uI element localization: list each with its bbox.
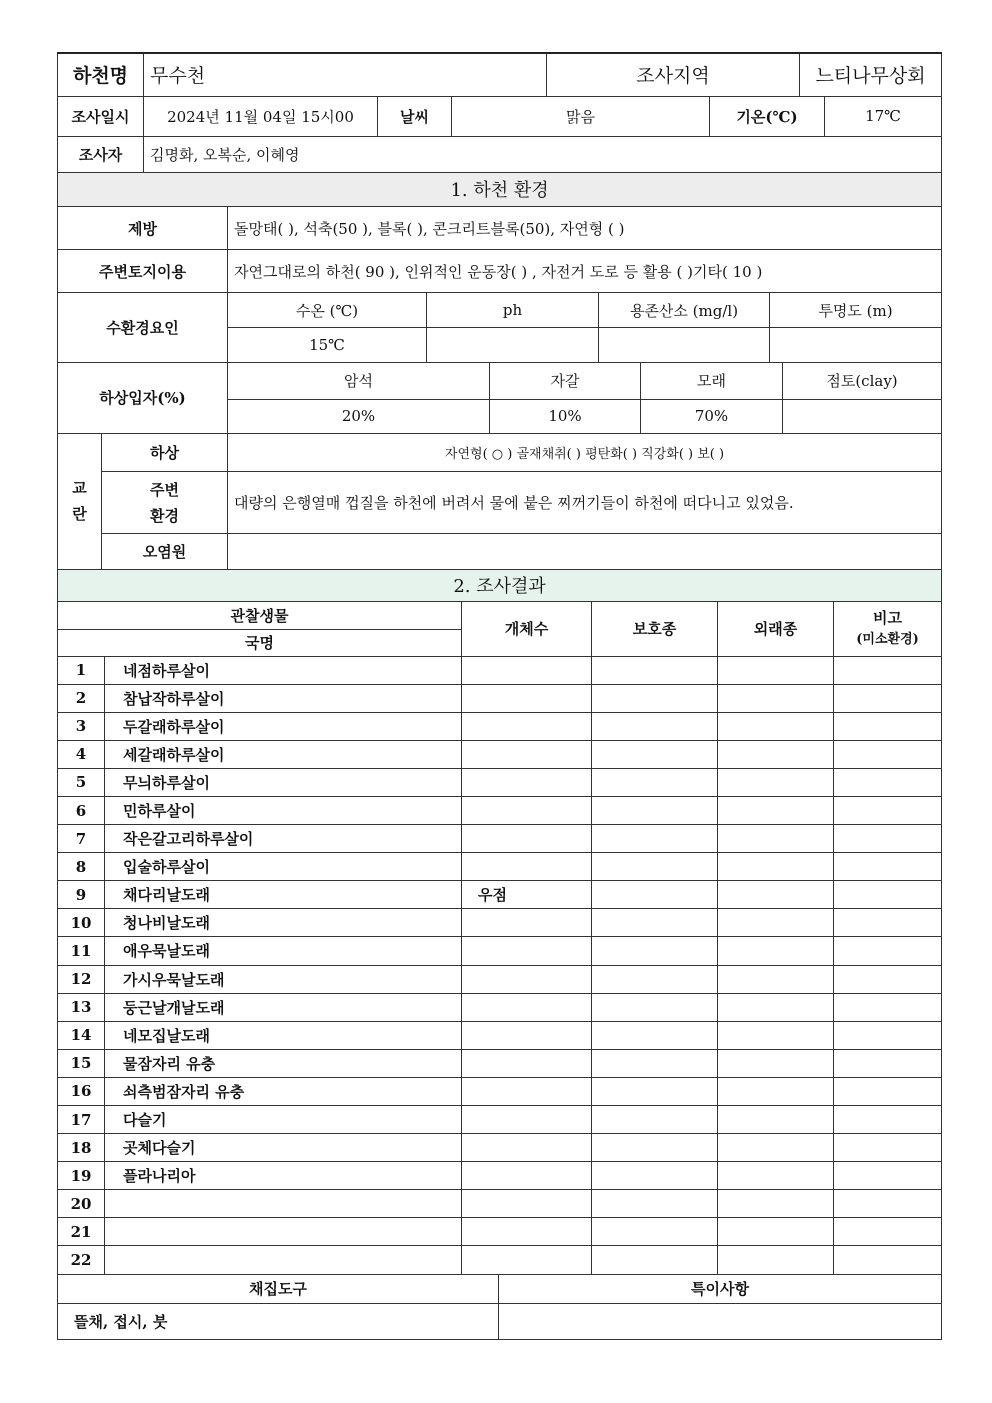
species-invasive <box>718 1021 834 1049</box>
disturbance-label: 교란 <box>58 434 102 570</box>
species-note <box>834 1049 942 1077</box>
row-number: 18 <box>58 1134 105 1162</box>
species-name <box>105 1190 462 1218</box>
row-number: 22 <box>58 1246 105 1274</box>
substrate-header-gravel: 자갈 <box>490 363 641 399</box>
species-protected <box>592 1077 718 1105</box>
table-row <box>58 740 942 768</box>
row-number: 14 <box>58 1021 105 1049</box>
species-count <box>462 1077 592 1105</box>
table-row <box>58 712 942 740</box>
tools-value: 뜰채, 접시, 붓 <box>58 1304 499 1340</box>
species-protected <box>592 1134 718 1162</box>
section2-table <box>57 570 942 1275</box>
species-count <box>462 937 592 965</box>
water-header-ph: ph <box>427 293 599 328</box>
surround-label <box>102 472 228 534</box>
species-name: 네점하루살이 <box>105 656 462 684</box>
species-invasive <box>718 881 834 909</box>
species-count <box>462 1190 592 1218</box>
substrate-header-rock: 암석 <box>228 363 490 399</box>
table-row <box>58 1077 942 1105</box>
species-count <box>462 740 592 768</box>
species-invasive <box>718 1134 834 1162</box>
species-note <box>834 768 942 796</box>
species-protected <box>592 684 718 712</box>
species-name: 물잠자리 유충 <box>105 1049 462 1077</box>
tools-label: 채집도구 <box>58 1275 499 1304</box>
species-note <box>834 965 942 993</box>
bed-label: 하상 <box>102 434 228 472</box>
species-count <box>462 1218 592 1246</box>
river-value: 무수천 <box>144 53 547 96</box>
species-name: 무늬하루살이 <box>105 768 462 796</box>
temp-value: 17℃ <box>825 97 942 137</box>
species-invasive <box>718 825 834 853</box>
species-name: 세갈래하루살이 <box>105 740 462 768</box>
water-header-do: 용존산소 (mg/l) <box>599 293 770 328</box>
species-count <box>462 796 592 824</box>
table-row <box>58 825 942 853</box>
table-row <box>58 768 942 796</box>
species-protected <box>592 1190 718 1218</box>
species-name: 참납작하루살이 <box>105 684 462 712</box>
section2-title: 2. 조사결과 <box>58 570 942 601</box>
row-number: 9 <box>58 881 105 909</box>
species-name <box>105 1218 462 1246</box>
pollution-label: 오염원 <box>102 534 228 570</box>
species-invasive <box>718 1162 834 1190</box>
substrate-value-sand: 70% <box>641 399 783 433</box>
species-note <box>834 1106 942 1134</box>
temp-label: 기온(℃) <box>710 97 825 137</box>
row-number: 13 <box>58 993 105 1021</box>
species-invasive <box>718 768 834 796</box>
species-invasive <box>718 1246 834 1274</box>
species-count <box>462 1106 592 1134</box>
species-note <box>834 1246 942 1274</box>
row-number: 5 <box>58 768 105 796</box>
species-protected <box>592 740 718 768</box>
species-protected <box>592 656 718 684</box>
substrate-table <box>57 363 942 434</box>
substrate-label: 하상입자(%) <box>58 363 228 433</box>
species-count <box>462 1162 592 1190</box>
species-count <box>462 656 592 684</box>
table-row <box>58 909 942 937</box>
table-row <box>58 684 942 712</box>
table-row <box>58 1106 942 1134</box>
species-name: 채다리날도래 <box>105 881 462 909</box>
footer-table <box>57 1275 942 1341</box>
species-protected <box>592 909 718 937</box>
levee-label: 제방 <box>58 207 228 250</box>
table-row <box>58 853 942 881</box>
col-protected: 보호종 <box>592 601 718 656</box>
weather-label: 날씨 <box>378 97 452 137</box>
species-count <box>462 909 592 937</box>
species-name: 곳체다슬기 <box>105 1134 462 1162</box>
species-invasive <box>718 993 834 1021</box>
species-note <box>834 993 942 1021</box>
species-name: 플라나리아 <box>105 1162 462 1190</box>
area-value: 느티나무상회 <box>800 53 942 96</box>
species-note <box>834 712 942 740</box>
species-invasive <box>718 965 834 993</box>
species-name <box>105 1246 462 1274</box>
row-number: 21 <box>58 1218 105 1246</box>
species-invasive <box>718 656 834 684</box>
row-number: 1 <box>58 656 105 684</box>
col-count: 개체수 <box>462 601 592 656</box>
species-note <box>834 1021 942 1049</box>
species-count <box>462 965 592 993</box>
species-name: 쇠측범잠자리 유충 <box>105 1077 462 1105</box>
species-protected <box>592 1218 718 1246</box>
table-row <box>58 965 942 993</box>
species-note <box>834 656 942 684</box>
substrate-value-clay <box>783 399 942 433</box>
species-protected <box>592 1162 718 1190</box>
species-protected <box>592 1021 718 1049</box>
species-note <box>834 937 942 965</box>
water-header-temp: 수온 (℃) <box>228 293 427 328</box>
water-value-do <box>599 328 770 363</box>
species-protected <box>592 768 718 796</box>
species-name: 두갈래하루살이 <box>105 712 462 740</box>
species-invasive <box>718 1106 834 1134</box>
col-note-sub: (미소환경) <box>856 631 919 647</box>
water-header-clarity: 투명도 (m) <box>770 293 942 328</box>
species-count <box>462 1021 592 1049</box>
species-count <box>462 712 592 740</box>
species-protected <box>592 1106 718 1134</box>
river-label: 하천명 <box>58 53 144 96</box>
species-count <box>462 1246 592 1274</box>
surround-value: 대량의 은행열매 껍질을 하천에 버려서 물에 붙은 찌꺼기들이 하천에 떠다니고 있었음. <box>228 472 942 534</box>
species-note <box>834 853 942 881</box>
species-note <box>834 1218 942 1246</box>
table-row <box>58 993 942 1021</box>
section1-title: 1. 하천 환경 <box>58 173 942 207</box>
species-name: 다슬기 <box>105 1106 462 1134</box>
species-name: 애우묵날도래 <box>105 937 462 965</box>
species-invasive <box>718 796 834 824</box>
species-note <box>834 740 942 768</box>
species-note <box>834 684 942 712</box>
species-count <box>462 1134 592 1162</box>
table-row <box>58 1246 942 1274</box>
row-number: 12 <box>58 965 105 993</box>
species-invasive <box>718 1049 834 1077</box>
species-name: 민하루살이 <box>105 796 462 824</box>
species-name: 입술하루살이 <box>105 853 462 881</box>
surveyor-value: 김명화, 오복순, 이혜영 <box>144 137 942 172</box>
substrate-value-rock: 20% <box>228 399 490 433</box>
species-count <box>462 993 592 1021</box>
species-protected <box>592 937 718 965</box>
water-value-ph <box>427 328 599 363</box>
col-invasive: 외래종 <box>718 601 834 656</box>
row-number: 2 <box>58 684 105 712</box>
species-invasive <box>718 1077 834 1105</box>
row-number: 11 <box>58 937 105 965</box>
table-row <box>58 1218 942 1246</box>
species-note <box>834 1077 942 1105</box>
row-number: 4 <box>58 740 105 768</box>
landuse-value: 자연그대로의 하천( 90 ), 인위적인 운동장( ) , 자전거 도로 등 활용 ( )기타( 10 ) <box>228 250 942 293</box>
species-protected <box>592 965 718 993</box>
species-invasive <box>718 937 834 965</box>
species-invasive <box>718 1218 834 1246</box>
table-row <box>58 1190 942 1218</box>
header-table-3 <box>57 137 942 173</box>
species-count <box>462 853 592 881</box>
date-label: 조사일시 <box>58 97 144 137</box>
species-note <box>834 1162 942 1190</box>
row-number: 6 <box>58 796 105 824</box>
header-table <box>57 52 942 97</box>
species-name: 네모집날도래 <box>105 1021 462 1049</box>
col-note <box>834 601 942 656</box>
row-number: 10 <box>58 909 105 937</box>
species-invasive <box>718 1190 834 1218</box>
species-protected <box>592 853 718 881</box>
date-value: 2024년 11월 04일 15시00 <box>144 97 378 137</box>
species-protected <box>592 1049 718 1077</box>
table-row <box>58 1162 942 1190</box>
surround-label-line1: 주변 <box>150 480 179 499</box>
row-number: 15 <box>58 1049 105 1077</box>
table-row <box>58 1049 942 1077</box>
species-note <box>834 1134 942 1162</box>
species-name: 둥근날개날도래 <box>105 993 462 1021</box>
row-number: 7 <box>58 825 105 853</box>
species-note <box>834 796 942 824</box>
table-row <box>58 881 942 909</box>
table-row <box>58 656 942 684</box>
row-number: 17 <box>58 1106 105 1134</box>
species-name: 작은갈고리하루살이 <box>105 825 462 853</box>
col-korean: 국명 <box>58 629 462 656</box>
surround-label-line2: 환경 <box>150 506 179 525</box>
water-value-temp: 15℃ <box>228 328 427 363</box>
table-row <box>58 937 942 965</box>
water-value-clarity <box>770 328 942 363</box>
col-observed: 관찰생물 <box>58 601 462 629</box>
species-protected <box>592 993 718 1021</box>
species-invasive <box>718 909 834 937</box>
substrate-header-sand: 모래 <box>641 363 783 399</box>
species-list <box>58 656 942 1274</box>
surveyor-label: 조사자 <box>58 137 144 172</box>
species-name: 가시우묵날도래 <box>105 965 462 993</box>
species-note <box>834 909 942 937</box>
remarks-label: 특이사항 <box>499 1275 942 1304</box>
table-row <box>58 1021 942 1049</box>
row-number: 16 <box>58 1077 105 1105</box>
species-note <box>834 1190 942 1218</box>
levee-value: 돌망태( ), 석축(50 ), 블록( ), 콘크리트블록(50), 자연형 ( ) <box>228 207 942 250</box>
species-protected <box>592 1246 718 1274</box>
remarks-value <box>499 1304 942 1340</box>
species-invasive <box>718 740 834 768</box>
col-note-title: 비고 <box>873 608 903 627</box>
species-count <box>462 684 592 712</box>
species-protected <box>592 712 718 740</box>
section1-table <box>57 173 942 364</box>
row-number: 8 <box>58 853 105 881</box>
bed-value: 자연형( ○ ) 골재채취( ) 평탄화( ) 직강화( ) 보( ) <box>228 434 942 472</box>
species-invasive <box>718 712 834 740</box>
row-number: 19 <box>58 1162 105 1190</box>
species-count: 우점 <box>462 881 592 909</box>
table-row <box>58 796 942 824</box>
water-label: 수환경요인 <box>58 293 228 363</box>
landuse-label: 주변토지이용 <box>58 250 228 293</box>
row-number: 3 <box>58 712 105 740</box>
species-count <box>462 825 592 853</box>
row-number: 20 <box>58 1190 105 1218</box>
species-note <box>834 881 942 909</box>
survey-form <box>57 52 941 1340</box>
species-count <box>462 1049 592 1077</box>
weather-value: 맑음 <box>452 97 710 137</box>
area-label: 조사지역 <box>547 53 800 96</box>
species-protected <box>592 825 718 853</box>
substrate-header-clay: 점토(clay) <box>783 363 942 399</box>
species-invasive <box>718 853 834 881</box>
header-table-2 <box>57 97 942 138</box>
pollution-value <box>228 534 942 570</box>
species-name: 청나비날도래 <box>105 909 462 937</box>
substrate-value-gravel: 10% <box>490 399 641 433</box>
species-protected <box>592 796 718 824</box>
species-invasive <box>718 684 834 712</box>
species-note <box>834 825 942 853</box>
species-protected <box>592 881 718 909</box>
species-count <box>462 768 592 796</box>
table-row <box>58 1134 942 1162</box>
disturbance-table <box>57 434 942 571</box>
